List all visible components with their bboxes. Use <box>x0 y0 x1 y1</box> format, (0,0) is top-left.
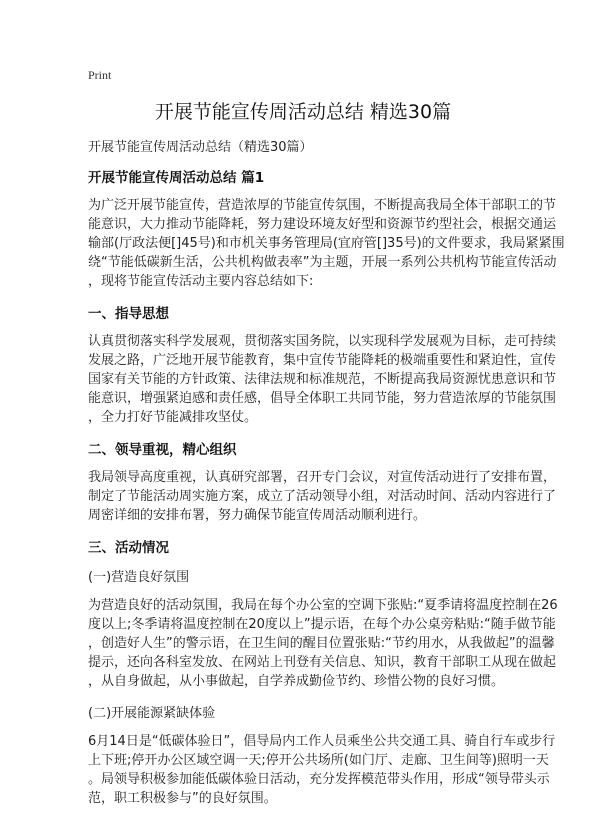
text-line: 度以上;冬季请将温度控制在20度以上”提示语，在每个办公桌旁粘贴:“随手做节能 <box>88 617 556 632</box>
leadership-paragraph <box>88 468 557 525</box>
text-line: ，现将节能宣传活动主要内容总结如下: <box>88 274 314 289</box>
guiding-thought-paragraph <box>88 332 557 427</box>
text-line: 国家有关节能的方针政策、法律法规和标准规范，不断提高我局资源忧患意识和节 <box>88 372 557 387</box>
section-heading-activities: 三、活动情况 <box>88 540 169 556</box>
text-line: 认真贯彻落实科学发展观，贯彻落实国务院，以实现科学发展观为目标，走可持续 <box>88 334 557 349</box>
energy-experience-paragraph <box>88 732 556 808</box>
section-heading-guiding-thought: 一、指导思想 <box>88 306 169 322</box>
text-line: 上下班;停开办公区域空调一天;停开公共场所(如门厅、走廊、卫生间等)照明一天 <box>88 753 549 768</box>
text-line: 为广泛开展节能宣传，营造浓厚的节能宣传氛围，不断提高我局全体干部职工的节 <box>88 198 557 213</box>
text-line: ，全力打好节能减排攻坚仗。 <box>88 410 258 425</box>
text-line: 绕“节能低碳新生活，公共机构做表率”为主题，开展一系列公共机构节能宣传活动 <box>88 255 557 270</box>
section-heading-leadership: 二、领导重视，精心组织 <box>88 442 237 458</box>
text-line: 输部(厅政法便[]45号)和市机关事务管理局(宜府管[]35号)的文件要求，我局紧紧围 <box>88 236 565 251</box>
page-title: 开展节能宣传周活动总结 精选30篇 <box>154 101 452 123</box>
intro-paragraph <box>88 196 565 291</box>
subsection-heading-energy-experience: (二)开展能源紧缺体验 <box>88 706 216 721</box>
subtitle: 开展节能宣传周活动总结（精选30篇） <box>88 140 313 155</box>
text-line: 我局领导高度重视，认真研究部署，召开专门会议，对宣传活动进行了安排布置， <box>88 470 557 485</box>
text-line: 范，职工积极参与”的良好氛围。 <box>88 791 277 806</box>
text-line: 为营造良好的活动氛围，我局在每个办公室的空调下张贴:“夏季请将温度控制在26 <box>88 598 558 613</box>
print-label[interactable]: Print <box>88 68 112 82</box>
text-line: 提示，还向各科室发放、在网站上刊登有关信息、知识，教育干部职工从现在做起 <box>88 655 557 670</box>
subsection-heading-atmosphere: (一)营造良好氛围 <box>88 570 190 585</box>
text-line: ，创造好人生”的警示语，在卫生间的醒目位置张贴:“节约用水，从我做起”的温馨 <box>88 636 555 651</box>
text-line: 。局领导积极参加能低碳体验日活动，充分发挥模范带头作用，形成“领导带头示 <box>88 772 550 787</box>
document <box>88 68 565 819</box>
text-line: ，从自身做起，从小事做起，自学养成勤俭节约、珍惜公物的良好习惯。 <box>88 674 505 689</box>
text-line: 周密详细的安排布署，努力确保节能宣传周活动顺利进行。 <box>88 508 427 523</box>
atmosphere-paragraph <box>88 596 558 691</box>
text-line: 发展之路，广泛地开展节能教育，集中宣传节能降耗的极端重要性和紧迫性，宣传 <box>88 353 557 368</box>
text-line: 能意识，增强紧迫感和责任感，倡导全体职工共同节能，努力营造浓厚的节能氛围 <box>88 391 557 406</box>
text-line: 6月14日是“低碳体验日”，倡导局内工作人员乘坐公共交通工具、骑自行车或步行 <box>88 734 556 749</box>
text-line: 制定了节能活动周实施方案，成立了活动领导小组，对活动时间、活动内容进行了 <box>88 489 557 504</box>
text-line: 能意识，大力推动节能降耗，努力建设环境友好型和资源节约型社会，根据交通运 <box>88 217 557 232</box>
article-heading: 开展节能宣传周活动总结 篇1 <box>88 170 265 186</box>
